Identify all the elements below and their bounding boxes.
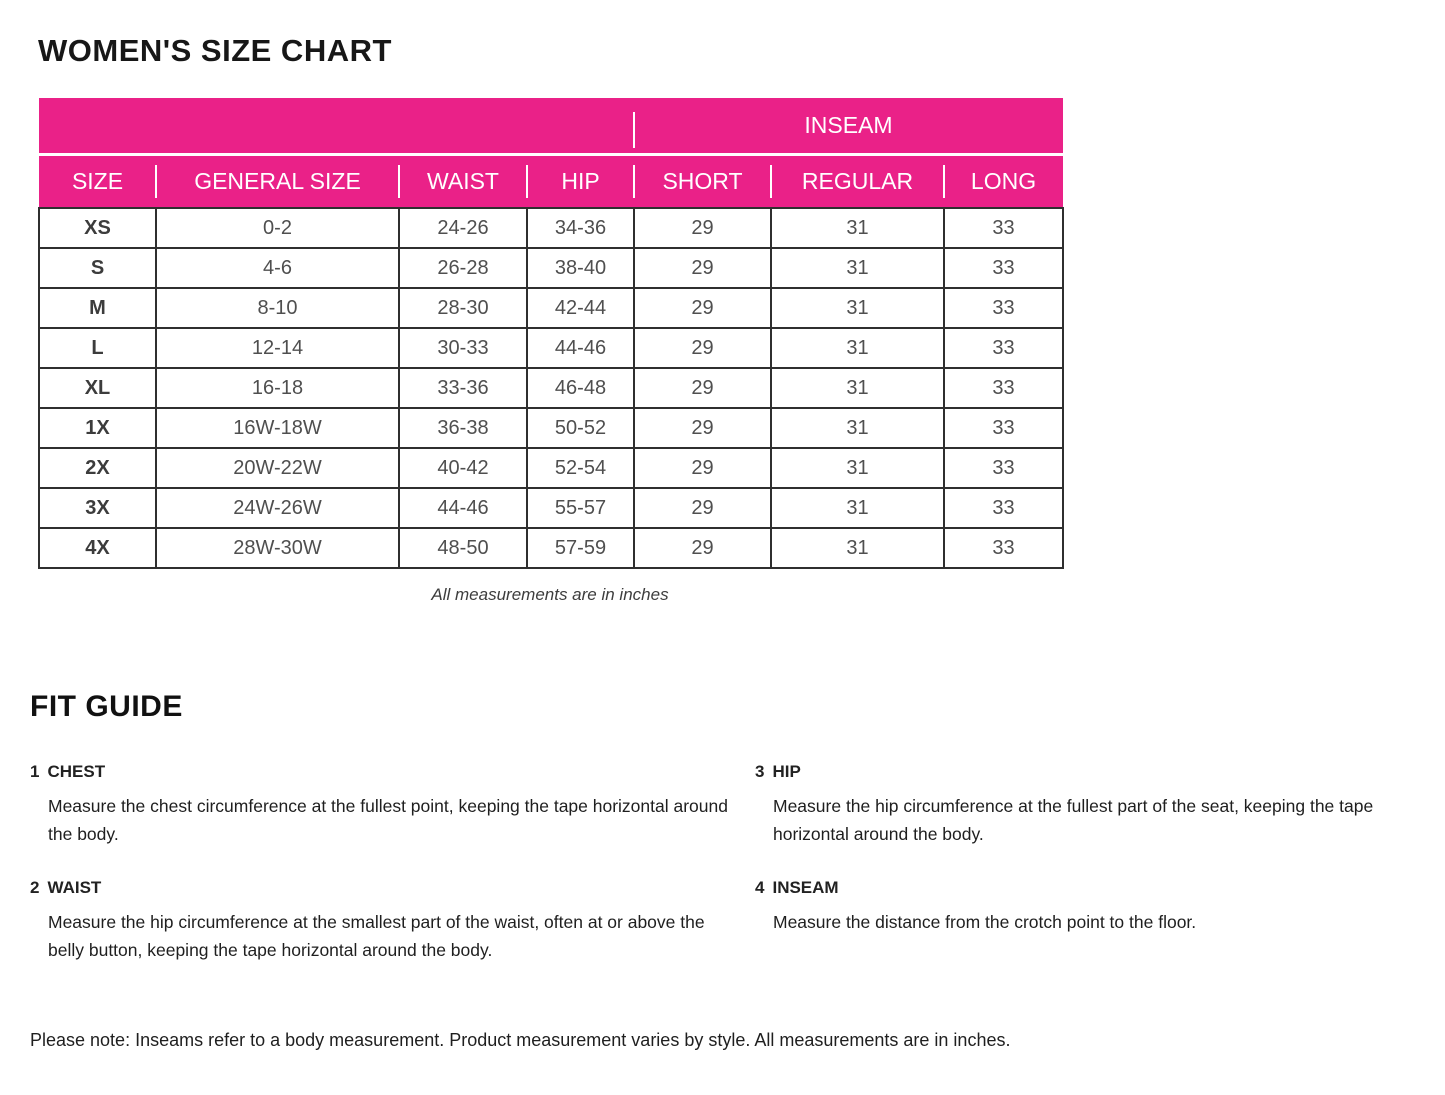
page-title: WOMEN'S SIZE CHART <box>38 33 392 68</box>
fit-guide-item-hip <box>755 762 1445 848</box>
cell-inseam-regular: 31 <box>771 528 944 568</box>
measurements-footnote: All measurements are in inches <box>431 585 669 604</box>
column-header-row <box>39 154 1063 208</box>
cell-hip: 46-48 <box>527 368 634 408</box>
fit-guide-title: FIT GUIDE <box>30 690 183 723</box>
col-header-hip: HIP <box>527 154 634 208</box>
cell-size: XS <box>39 208 156 248</box>
col-header-regular: REGULAR <box>771 154 944 208</box>
table-row <box>39 288 1063 328</box>
cell-general-size: 24W-26W <box>156 488 399 528</box>
table-row <box>39 248 1063 288</box>
cell-size: M <box>39 288 156 328</box>
header-spacer-cell <box>39 98 634 154</box>
cell-inseam-long: 33 <box>944 528 1063 568</box>
cell-inseam-short: 29 <box>634 488 771 528</box>
fit-item-label: INSEAM <box>772 878 839 897</box>
fit-guide-grid <box>30 762 1445 964</box>
cell-inseam-regular: 31 <box>771 368 944 408</box>
cell-inseam-regular: 31 <box>771 488 944 528</box>
cell-inseam-short: 29 <box>634 328 771 368</box>
cell-inseam-short: 29 <box>634 368 771 408</box>
table-row <box>39 528 1063 568</box>
cell-waist: 28-30 <box>399 288 527 328</box>
cell-general-size: 4-6 <box>156 248 399 288</box>
cell-waist: 30-33 <box>399 328 527 368</box>
fit-item-heading <box>755 762 1445 782</box>
cell-waist: 24-26 <box>399 208 527 248</box>
fit-guide-item-waist <box>30 878 755 964</box>
cell-size: L <box>39 328 156 368</box>
col-header-general-size: GENERAL SIZE <box>156 154 399 208</box>
cell-inseam-regular: 31 <box>771 408 944 448</box>
table-row <box>39 448 1063 488</box>
cell-hip: 42-44 <box>527 288 634 328</box>
fit-item-text: Measure the distance from the crotch point to the floor. <box>773 912 1197 932</box>
cell-hip: 55-57 <box>527 488 634 528</box>
cell-inseam-regular: 31 <box>771 248 944 288</box>
cell-inseam-long: 33 <box>944 368 1063 408</box>
cell-size: 4X <box>39 528 156 568</box>
cell-hip: 57-59 <box>527 528 634 568</box>
cell-inseam-short: 29 <box>634 288 771 328</box>
table-header <box>39 98 1063 208</box>
cell-general-size: 8-10 <box>156 288 399 328</box>
bottom-note: Please note: Inseams refer to a body measurement. Product measurement varies by style. All measurements are in inches. <box>30 1030 1011 1050</box>
inseam-group-row <box>39 98 1063 154</box>
cell-size: 3X <box>39 488 156 528</box>
table-row <box>39 488 1063 528</box>
cell-inseam-short: 29 <box>634 448 771 488</box>
fit-guide-item-inseam <box>755 878 1445 964</box>
cell-hip: 50-52 <box>527 408 634 448</box>
cell-inseam-long: 33 <box>944 448 1063 488</box>
table-body <box>39 208 1063 568</box>
fit-item-label: CHEST <box>47 762 106 781</box>
cell-waist: 36-38 <box>399 408 527 448</box>
cell-inseam-short: 29 <box>634 408 771 448</box>
cell-waist: 40-42 <box>399 448 527 488</box>
cell-hip: 44-46 <box>527 328 634 368</box>
cell-waist: 26-28 <box>399 248 527 288</box>
table-row <box>39 328 1063 368</box>
cell-waist: 33-36 <box>399 368 527 408</box>
cell-general-size: 28W-30W <box>156 528 399 568</box>
cell-general-size: 0-2 <box>156 208 399 248</box>
cell-inseam-regular: 31 <box>771 208 944 248</box>
cell-inseam-short: 29 <box>634 208 771 248</box>
cell-inseam-long: 33 <box>944 328 1063 368</box>
cell-inseam-regular: 31 <box>771 448 944 488</box>
cell-inseam-long: 33 <box>944 288 1063 328</box>
fit-item-number: 2 <box>30 878 40 897</box>
cell-hip: 38-40 <box>527 248 634 288</box>
cell-general-size: 16W-18W <box>156 408 399 448</box>
col-header-waist: WAIST <box>399 154 527 208</box>
inseam-group-header: INSEAM <box>634 98 1063 154</box>
cell-general-size: 16-18 <box>156 368 399 408</box>
cell-general-size: 12-14 <box>156 328 399 368</box>
table-row <box>39 208 1063 248</box>
cell-inseam-regular: 31 <box>771 288 944 328</box>
fit-item-text: Measure the hip circumference at the fullest part of the seat, keeping the tape horizontal around the body. <box>773 796 1374 844</box>
col-header-short: SHORT <box>634 154 771 208</box>
fit-guide-item-chest <box>30 762 755 848</box>
cell-inseam-long: 33 <box>944 488 1063 528</box>
fit-item-text: Measure the chest circumference at the fullest point, keeping the tape horizontal around the body. <box>48 796 728 844</box>
cell-inseam-short: 29 <box>634 248 771 288</box>
fit-item-number: 4 <box>755 878 765 897</box>
fit-item-text: Measure the hip circumference at the smallest part of the waist, often at or above the belly button, keeping the tape horizontal around the body. <box>48 912 705 960</box>
fit-item-heading <box>30 762 755 782</box>
fit-item-number: 1 <box>30 762 40 781</box>
fit-item-label: HIP <box>772 762 801 781</box>
cell-inseam-regular: 31 <box>771 328 944 368</box>
fit-item-label: WAIST <box>47 878 102 897</box>
cell-size: S <box>39 248 156 288</box>
cell-size: 1X <box>39 408 156 448</box>
cell-general-size: 20W-22W <box>156 448 399 488</box>
col-header-long: LONG <box>944 154 1063 208</box>
table-row <box>39 368 1063 408</box>
cell-inseam-long: 33 <box>944 208 1063 248</box>
cell-waist: 48-50 <box>399 528 527 568</box>
cell-inseam-short: 29 <box>634 528 771 568</box>
cell-inseam-long: 33 <box>944 408 1063 448</box>
cell-waist: 44-46 <box>399 488 527 528</box>
cell-size: XL <box>39 368 156 408</box>
col-header-size: SIZE <box>39 154 156 208</box>
cell-hip: 34-36 <box>527 208 634 248</box>
cell-hip: 52-54 <box>527 448 634 488</box>
fit-item-heading <box>30 878 755 898</box>
fit-item-number: 3 <box>755 762 765 781</box>
cell-inseam-long: 33 <box>944 248 1063 288</box>
cell-size: 2X <box>39 448 156 488</box>
size-chart-table <box>38 98 1064 569</box>
table-row <box>39 408 1063 448</box>
fit-item-heading <box>755 878 1445 898</box>
